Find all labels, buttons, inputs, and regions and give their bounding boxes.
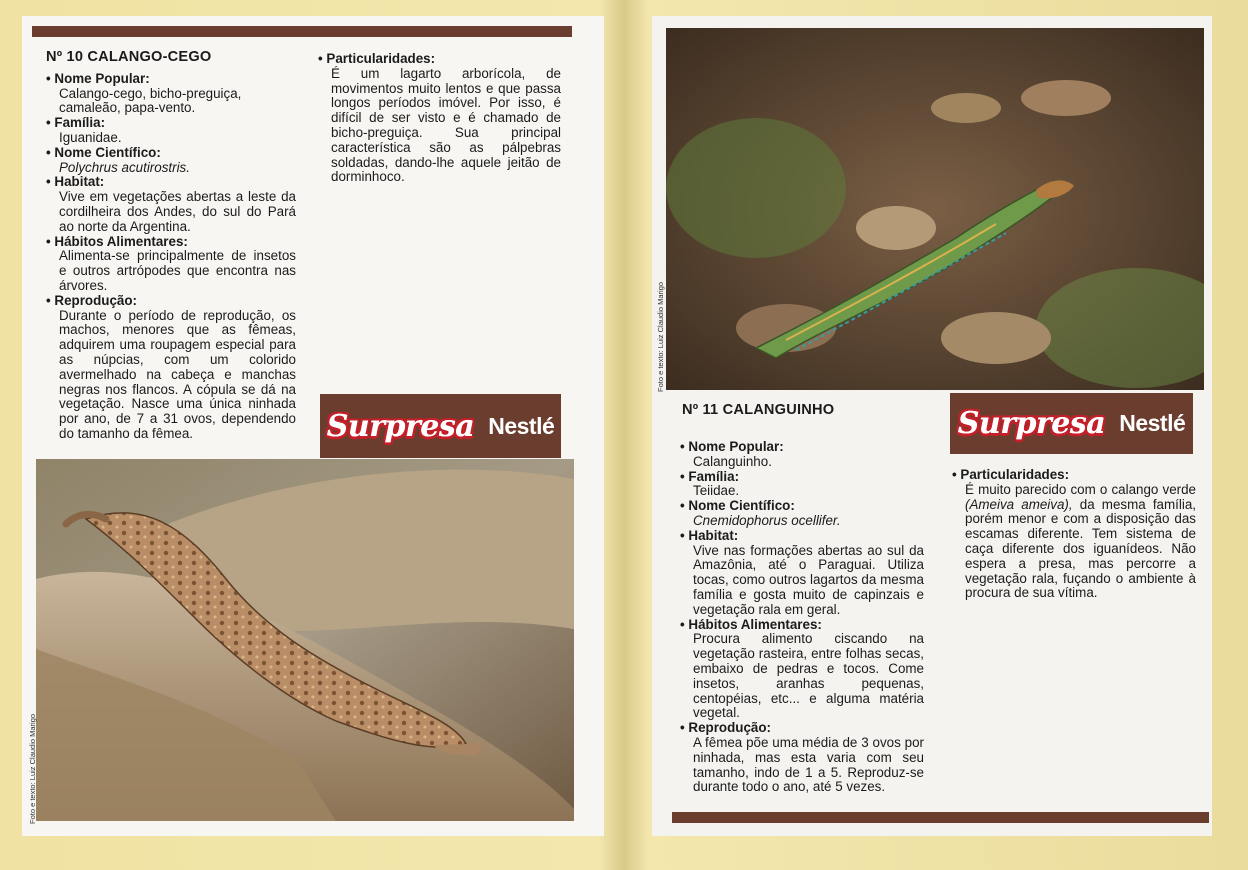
section-body: Vive nas formações abertas ao sul da Amazônia, até o Paraguai. Utiliza tocas, como outros lagartos da mesma família e gosta muito de capinzais e vegetação rala em geral. — [693, 542, 924, 617]
left-particularidades — [318, 52, 561, 185]
nestle-logo-text: Nestlé — [488, 412, 555, 439]
section-body: Durante o período de reprodução, os machos, menores que as fêmeas, adquirem uma roupagem especial para as núpcias, com um colorido avermelhado na cabeça e manchas negras nos flancos. A cópula se dá na vegetação. Nasce uma única ninhada por ano, de 7 a 31 ovos, dependendo do tamanho da fêmea. — [59, 307, 296, 441]
section-heading: • Nome Científico: — [680, 499, 924, 514]
section-body: Vive em vegetações abertas a leste da cordilheira dos Andes, do sul do Pará ao norte da Argentina. — [59, 189, 296, 234]
body-text-species: (Ameiva ameiva), — [965, 496, 1073, 512]
section-body: A fêmea põe uma média de 3 ovos por ninhada, mas esta varia com seu tamanho, indo de 1 a 5. Reproduz-se durante todo o ano, até 5 vezes. — [693, 734, 924, 795]
surpresa-logo-text: Surpresa — [957, 406, 1106, 441]
section-heading: • Família: — [46, 116, 296, 131]
info-section — [680, 529, 924, 618]
section-heading: • Particularidades: — [952, 468, 1196, 483]
section-heading: • Reprodução: — [46, 294, 296, 309]
nestle-logo-text: Nestlé — [1119, 410, 1186, 436]
section-body: Polychrus acutirostris. — [59, 159, 190, 175]
section-body: Procura alimento ciscando na vegetação rasteira, entre folhas secas, embaixo de pedras e tocos. Come insetos, aranhas pequenas, centopéias, etc... e alguma matéria vegetal. — [693, 631, 924, 721]
card-title: Nº 11 CALANGUINHO — [682, 402, 835, 418]
right-page — [652, 16, 1212, 836]
section-heading: • Família: — [680, 470, 924, 485]
info-section — [680, 470, 924, 500]
calango-cego-photo — [36, 459, 574, 821]
lizard-on-branch-illustration — [36, 459, 574, 821]
card-title: Nº 10 CALANGO-CEGO — [46, 49, 212, 65]
section-body: Calanguinho. — [693, 453, 772, 469]
section-body: Calango-cego, bicho-preguiça, camaleão, papa-vento. — [59, 85, 242, 116]
info-section — [46, 72, 296, 116]
body-text-start: É muito parecido com o calango verde — [965, 481, 1196, 497]
section-body: Iguanidae. — [59, 129, 122, 145]
surpresa-nestle-logo — [320, 394, 561, 458]
surpresa-logo-text: Surpresa — [326, 408, 475, 444]
lizard-on-leaf-litter-illustration — [666, 28, 1204, 390]
info-section — [680, 499, 924, 529]
section-heading: • Nome Popular: — [680, 440, 924, 455]
section-heading: • Nome Popular: — [46, 72, 296, 87]
section-heading: • Hábitos Alimentares: — [46, 235, 296, 250]
info-section — [46, 146, 296, 176]
photo-credit: Foto e texto: Luiz Claudio Marigo — [656, 281, 665, 392]
left-page — [22, 16, 604, 836]
photo-credit: Foto e texto: Luiz Claudio Marigo — [28, 713, 37, 824]
body-text-end: da mesma família, porém menor e com a disposição das escamas diferente. Tem sistema de caça diferente dos iguanídeos. Não espera a presa, mas percorre a vegetação rala, fuçando o ambiente à procura de sua vítima. — [965, 496, 1196, 601]
info-section — [46, 116, 296, 146]
info-section — [680, 440, 924, 470]
info-section — [680, 618, 924, 722]
section-heading: • Particularidades: — [318, 52, 561, 67]
section-body: Teiidae. — [693, 483, 740, 499]
bottom-bar — [672, 812, 1209, 823]
section-heading: • Reprodução: — [680, 721, 924, 736]
right-particularidades — [952, 468, 1196, 601]
section-body: Cnemidophorus ocellifer. — [693, 512, 841, 528]
section-body — [952, 483, 1196, 601]
surpresa-nestle-logo — [950, 393, 1193, 454]
section-heading: • Habitat: — [46, 175, 296, 190]
section-heading: • Hábitos Alimentares: — [680, 618, 924, 633]
top-bar — [32, 26, 572, 37]
info-section — [46, 294, 296, 442]
section-body: É um lagarto arborícola, de movimentos muito lentos e que passa longos períodos imóvel. Por isso, é difícil de ser visto e é chamado de bicho-preguiça. Sua principal característica são as pálpebras soldadas, dando-lhe aquele jeitão de dorminhoco. — [331, 65, 561, 185]
info-section — [680, 721, 924, 795]
calanguinho-photo — [666, 28, 1204, 390]
section-heading: • Habitat: — [680, 529, 924, 544]
info-section — [46, 235, 296, 294]
info-section — [46, 175, 296, 234]
section-body: Alimenta-se principalmente de insetos e outros artrópodes que encontra nas árvores. — [59, 248, 296, 293]
section-heading: • Nome Científico: — [46, 146, 296, 161]
left-info-column — [46, 50, 296, 442]
right-info-column — [680, 440, 924, 795]
